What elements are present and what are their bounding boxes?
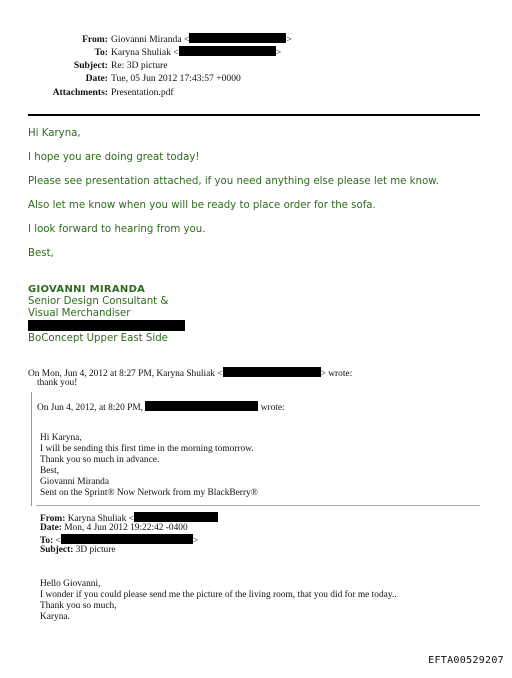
original-date-value: Mon, 4 Jun 2012 19:22:42 -0400 (64, 523, 188, 533)
quote-greeting: Hi Karyna, (40, 433, 82, 443)
signature-title: Visual Merchandiser (28, 308, 131, 319)
body-line: Please see presentation attached, if you need anything else please let me know. (28, 176, 439, 187)
quote-intro-tail: > wrote: (320, 369, 353, 379)
redaction-box (134, 512, 218, 522)
original-line: Thank you so much, (40, 601, 117, 611)
redaction-box (179, 46, 276, 56)
redaction-box (61, 534, 193, 544)
header-divider (28, 114, 480, 116)
original-greeting: Hello Giovanni, (40, 579, 101, 589)
quote-sent: Sent on the Sprint® Now Network from my BlackBerry® (40, 488, 258, 498)
date-value: Tue, 05 Jun 2012 17:43:57 +0000 (111, 73, 241, 84)
original-line: I wonder if you could please send me the picture of the living room, that you did for me today.. (40, 590, 397, 600)
document-id: EFTA00529207 (428, 655, 504, 666)
original-date-label: Date: (40, 523, 62, 533)
quote-bar (31, 392, 32, 506)
original-from-value: Karyna Shuliak < (67, 514, 134, 524)
signature-name: GIOVANNI MIRANDA (28, 284, 146, 295)
original-to-tail: > (192, 536, 199, 546)
quote-intro-tail: wrote: (260, 403, 285, 413)
to-label: To: (94, 47, 108, 58)
redaction-box (223, 367, 321, 377)
original-subject-label: Subject: (40, 545, 74, 555)
original-name: Karyna. (40, 612, 70, 622)
from-name: Giovanni Miranda < (111, 34, 190, 45)
original-date (40, 523, 188, 533)
attachments-value: Presentation.pdf (111, 87, 174, 98)
redaction-box (145, 401, 258, 411)
signature-store: BoConcept Upper East Side (28, 333, 168, 344)
quote-closing: Best, (40, 466, 60, 476)
body-closing: Best, (28, 248, 54, 259)
quote-intro-text: On Jun 4, 2012, at 8:20 PM, (37, 403, 143, 413)
original-from-label: From: (40, 514, 66, 524)
redaction-box (28, 320, 185, 331)
quote-name: Giovanni Miranda (40, 477, 109, 487)
subject-label: Subject: (73, 60, 108, 71)
signature-title: Senior Design Consultant & (28, 296, 169, 307)
from-label: From: (82, 34, 108, 45)
body-line: I look forward to hearing from you. (28, 224, 206, 235)
redaction-box (189, 33, 286, 43)
from-value (111, 33, 292, 46)
original-to-value: < (55, 536, 61, 546)
original-subject-value: 3D picture (75, 545, 116, 555)
original-to-label: To: (40, 536, 54, 546)
quote-intro (37, 401, 285, 413)
quote-intro-text: On Mon, Jun 4, 2012 at 8:27 PM, Karyna Shuliak < (28, 369, 223, 379)
quote-text: thank you! (37, 378, 78, 388)
attachments-label: Attachments: (52, 87, 108, 98)
to-value (111, 46, 281, 59)
body-greeting: Hi Karyna, (28, 128, 81, 139)
subject-value: Re: 3D picture (111, 60, 168, 71)
to-name: Karyna Shuliak < (111, 47, 179, 58)
date-label: Date: (85, 73, 108, 84)
body-line: Also let me know when you will be ready to place order for the sofa. (28, 200, 376, 211)
body-line: I hope you are doing great today! (28, 152, 200, 163)
to-tail: > (275, 47, 282, 58)
from-tail: > (286, 34, 292, 45)
quote-line: Thank you so much in advance. (40, 455, 160, 465)
quote-line: I will be sending this first time in the morning tomorrow. (40, 444, 254, 454)
original-subject (40, 545, 116, 555)
quote-divider (36, 505, 480, 506)
